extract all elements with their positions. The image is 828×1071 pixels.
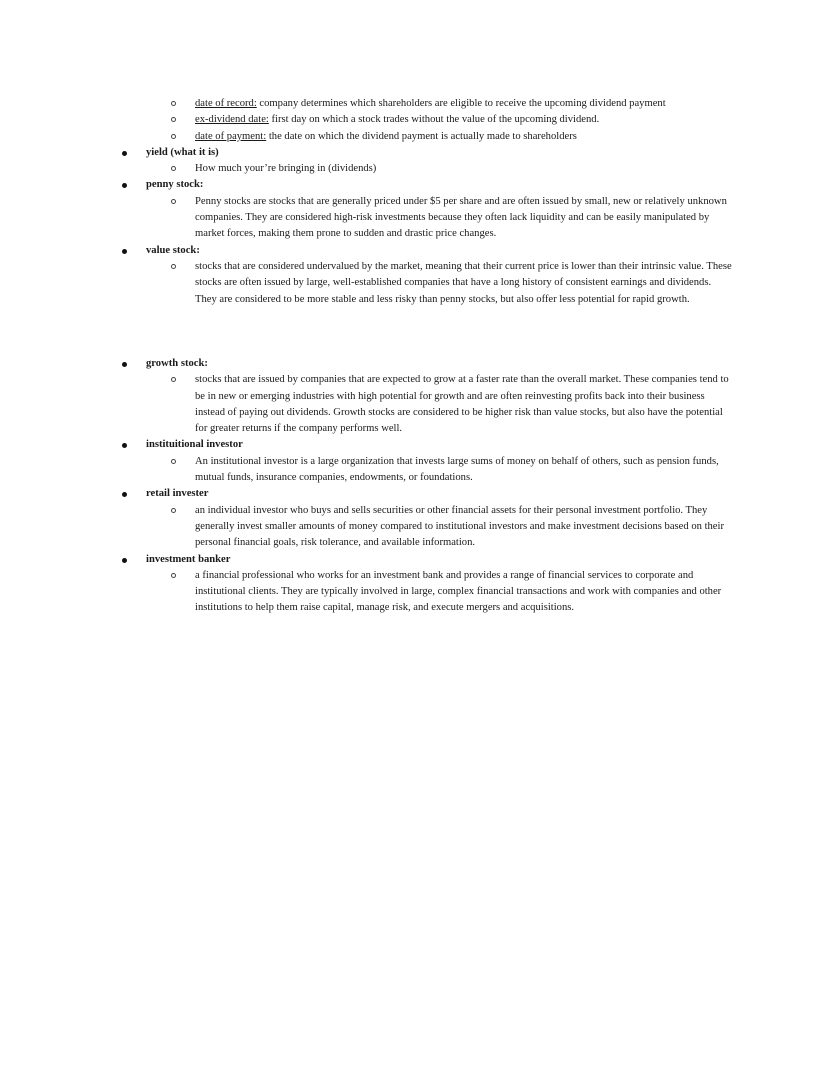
sub-bullet-definition: a financial professional who works for an investment bank and provides a range of financial services to corporate and institutional clients. They are typically involved in large, complex financial transactions and work with companies and other institutions to help them raise capital, manage risk, and execute mergers and acquisitions. [0,568,732,617]
bullet-term-penny-stock: penny stock: [0,177,828,193]
sub-bullet-date-of-record [0,96,732,112]
sub-bullet-definition: stocks that are issued by companies that are expected to grow at a faster rate than the overall market. These companies tend to be in new or emerging industries with high potential for growth and are often reinvesting profits back into their business instead of paying out dividends. Growth stocks are considered to be higher risk than value stocks, but also have the potential for greater returns if the company performs well. [0,372,732,437]
notes-section-1 [0,96,828,308]
bullet-term-growth-stock: growth stock: [0,356,828,372]
definition: first day on which a stock trades without the value of the upcoming dividend. [268,114,600,126]
term-label: ex-dividend date: [195,114,269,126]
sub-bullet-definition: stocks that are considered undervalued by the market, meaning that their current price is lower than their intrinsic value. These stocks are often issued by large, well-established companies that have a long history of consistent earnings and dividends. They are considered to be more stable and less risky than penny stocks, but also offer less potential for rapid growth. [0,259,732,308]
bullet-term-investment-banker: investment banker [0,552,828,568]
bullet-term-yield: yield (what it is) [0,145,828,161]
sub-bullet-definition: An institutional investor is a large organization that invests large sums of money on behalf of others, such as pension funds, mutual funds, insurance companies, endowments, or foundations. [0,454,732,487]
notes-section-2 [0,356,828,617]
bullet-term-value-stock: value stock: [0,243,828,259]
definition: company determines which shareholders are eligible to receive the upcoming dividend payment [256,98,666,109]
sub-bullet-definition: an individual investor who buys and sells securities or other financial assets for their personal investment portfolio. They generally invest smaller amounts of money compared to institutional investors and make investment decisions based on their personal financial goals, risk tolerance, and available information. [0,503,732,552]
definition: the date on which the dividend payment is actually made to shareholders [266,130,577,142]
sub-bullet-date-of-payment [0,129,732,145]
sub-bullet-definition: How much your’re bringing in (dividends) [0,161,732,177]
bullet-term-institutional-investor: instituitional investor [0,437,828,453]
term-label: date of record: [195,98,257,109]
bullet-term-retail-investor: retail invester [0,486,828,502]
sub-bullet-ex-dividend-date [0,112,732,128]
sub-bullet-definition: Penny stocks are stocks that are generally priced under $5 per share and are often issued by small, new or relatively unknown companies. They are considered high-risk investments because they often lack liquidity and can be easily manipulated by market forces, making them prone to sudden and drastic price changes. [0,194,732,243]
term-label: date of payment: [195,130,267,142]
